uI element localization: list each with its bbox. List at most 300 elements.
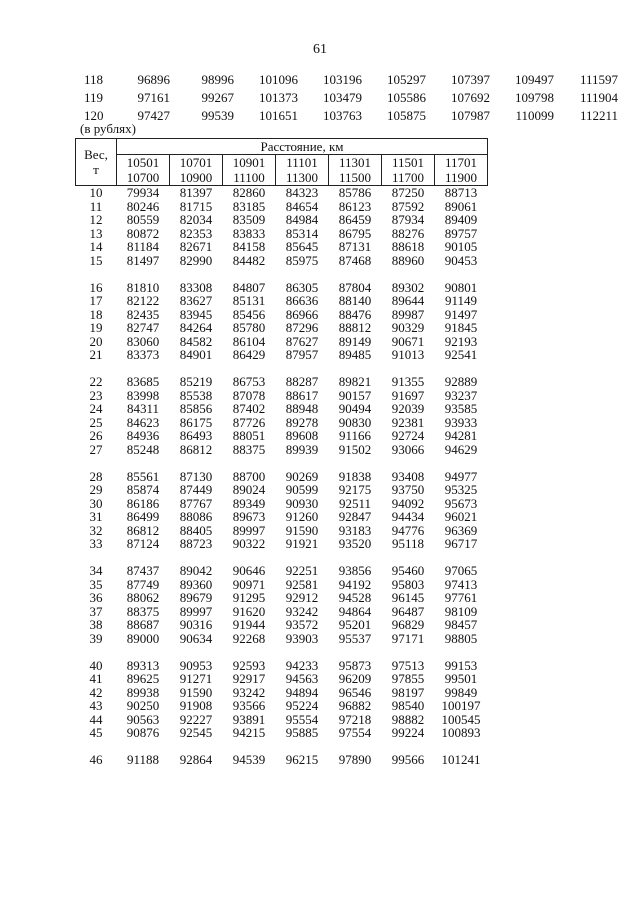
tariff-table xyxy=(75,138,488,767)
price-cell: 89000 xyxy=(126,630,160,646)
price-cell: 84623 xyxy=(126,414,160,430)
price-cell: 94563 xyxy=(285,671,319,686)
weight-cell: 13 xyxy=(89,225,103,241)
price-cell: 86305 xyxy=(285,279,319,295)
spacer-cell xyxy=(76,740,488,754)
weight-cell: 120 xyxy=(84,108,104,123)
table-row xyxy=(76,632,488,646)
price-cell: 90634 xyxy=(179,630,213,646)
price-cell: 88375 xyxy=(232,441,266,457)
range-from: 10501 xyxy=(126,155,160,170)
price-cell: 89625 xyxy=(126,671,160,686)
price-cell: 92541 xyxy=(444,347,478,362)
price-cell: 97855 xyxy=(391,671,425,686)
price-cell: 90830 xyxy=(338,414,372,430)
weight-cell: 22 xyxy=(89,374,103,389)
price-cell: 86186 xyxy=(126,495,160,511)
price-cell: 97513 xyxy=(391,657,425,673)
price-cell: 109497 xyxy=(515,72,554,87)
group-spacer xyxy=(76,456,488,470)
price-cell: 91908 xyxy=(179,698,213,713)
price-cell: 81397 xyxy=(179,185,213,200)
price-cell: 92268 xyxy=(232,630,266,646)
price-cell: 85780 xyxy=(232,320,266,335)
price-cell: 89679 xyxy=(179,590,213,605)
price-cell: 89061 xyxy=(444,198,478,214)
table-row xyxy=(76,578,488,592)
price-cell: 82747 xyxy=(126,320,160,335)
table-row xyxy=(76,483,488,497)
price-cell: 92889 xyxy=(444,374,478,389)
price-cell: 90930 xyxy=(285,495,319,511)
price-cell: 93408 xyxy=(391,468,425,484)
price-cell: 90250 xyxy=(126,698,160,713)
table-row xyxy=(76,389,488,403)
weight-cell: 10 xyxy=(89,185,103,200)
weight-cell: 36 xyxy=(89,590,103,605)
price-cell: 87592 xyxy=(391,198,425,214)
price-cell: 92251 xyxy=(285,563,319,578)
price-cell: 89024 xyxy=(232,482,266,497)
price-cell: 87124 xyxy=(126,536,160,551)
price-cell: 89485 xyxy=(338,347,372,362)
price-cell: 97161 xyxy=(137,90,170,105)
price-cell: 93242 xyxy=(232,684,266,700)
price-cell: 94281 xyxy=(444,428,478,443)
table-row xyxy=(76,537,488,551)
price-cell: 87402 xyxy=(232,401,266,416)
price-cell: 83945 xyxy=(179,306,213,322)
price-cell: 89042 xyxy=(179,563,213,578)
table-row xyxy=(76,524,488,538)
price-cell: 88062 xyxy=(126,590,160,605)
price-cell: 96829 xyxy=(391,617,425,632)
range-from: 11701 xyxy=(444,155,478,170)
price-cell: 88051 xyxy=(232,428,266,443)
price-cell: 88375 xyxy=(126,603,160,619)
price-cell: 93242 xyxy=(285,603,319,619)
price-cell: 85786 xyxy=(338,185,372,200)
price-cell: 92511 xyxy=(338,495,372,511)
price-cell: 94776 xyxy=(391,522,425,538)
price-cell: 95885 xyxy=(285,725,319,740)
weight-cell: 29 xyxy=(89,482,103,497)
price-cell: 87296 xyxy=(285,320,319,335)
price-cell: 82435 xyxy=(126,306,160,322)
weight-cell: 16 xyxy=(89,279,103,295)
price-cell: 97065 xyxy=(444,563,478,578)
price-cell: 88287 xyxy=(285,374,319,389)
price-cell: 91149 xyxy=(444,293,478,308)
range-from: 11301 xyxy=(338,155,372,170)
price-cell: 84901 xyxy=(179,347,213,362)
price-cell: 93903 xyxy=(285,630,319,646)
price-cell: 105586 xyxy=(387,90,426,105)
price-cell: 86429 xyxy=(232,347,266,362)
price-cell: 90599 xyxy=(285,482,319,497)
price-cell: 87437 xyxy=(126,563,160,578)
price-cell: 96487 xyxy=(391,603,425,619)
continuation-row xyxy=(84,107,620,125)
price-cell: 89278 xyxy=(285,414,319,430)
price-cell: 85561 xyxy=(126,468,160,484)
price-cell: 92381 xyxy=(391,414,425,430)
weight-cell: 12 xyxy=(89,212,103,227)
price-cell: 99566 xyxy=(391,752,425,767)
price-cell: 89313 xyxy=(126,657,160,673)
weight-cell: 46 xyxy=(89,752,103,767)
price-cell: 95673 xyxy=(444,495,478,511)
price-cell: 94233 xyxy=(285,657,319,673)
price-cell: 91921 xyxy=(285,536,319,551)
price-cell: 84936 xyxy=(126,428,160,443)
price-cell: 87934 xyxy=(391,212,425,227)
price-cell: 96896 xyxy=(137,72,170,87)
weight-header-line-1: Вес, xyxy=(84,147,108,162)
table-row xyxy=(76,470,488,484)
price-cell: 86123 xyxy=(338,198,372,214)
distance-range-header xyxy=(223,155,276,186)
price-cell: 93572 xyxy=(285,617,319,632)
price-cell: 93237 xyxy=(444,387,478,403)
price-cell: 84654 xyxy=(285,198,319,214)
price-cell: 103196 xyxy=(323,72,362,87)
price-cell: 92593 xyxy=(232,657,266,673)
price-cell: 95554 xyxy=(285,711,319,727)
price-cell: 85219 xyxy=(179,374,213,389)
weight-cell: 23 xyxy=(89,387,103,403)
weight-cell: 119 xyxy=(84,90,104,105)
range-to: 11900 xyxy=(444,170,478,185)
continuation-table xyxy=(84,71,620,125)
price-cell: 82122 xyxy=(126,293,160,308)
distance-range-header xyxy=(117,155,170,186)
price-cell: 94629 xyxy=(444,441,478,457)
price-cell: 84323 xyxy=(285,185,319,200)
price-cell: 107692 xyxy=(451,90,490,105)
price-cell: 96369 xyxy=(444,522,478,538)
price-cell: 88723 xyxy=(179,536,213,551)
price-cell: 87726 xyxy=(232,414,266,430)
distance-range-header xyxy=(276,155,329,186)
price-cell: 89821 xyxy=(338,374,372,389)
table-row xyxy=(76,672,488,686)
weight-cell: 20 xyxy=(89,333,103,349)
price-cell: 86636 xyxy=(285,293,319,308)
weight-cell: 15 xyxy=(89,252,103,268)
price-cell: 91502 xyxy=(338,441,372,457)
table-row xyxy=(76,254,488,268)
price-cell: 83998 xyxy=(126,387,160,403)
price-cell: 90329 xyxy=(391,320,425,335)
table-row xyxy=(76,240,488,254)
table-row xyxy=(76,591,488,605)
price-cell: 97427 xyxy=(137,108,170,123)
price-cell: 84582 xyxy=(179,333,213,349)
price-cell: 95201 xyxy=(338,617,372,632)
price-cell: 101241 xyxy=(441,752,481,767)
price-cell: 112211 xyxy=(579,108,618,123)
price-cell: 88713 xyxy=(444,185,478,200)
spacer-cell xyxy=(76,362,488,376)
price-cell: 92227 xyxy=(179,711,213,727)
price-cell: 97218 xyxy=(338,711,372,727)
distance-range-header xyxy=(435,155,488,186)
price-cell: 99224 xyxy=(391,725,425,740)
price-cell: 88700 xyxy=(232,468,266,484)
price-cell: 87078 xyxy=(232,387,266,403)
weight-cell: 42 xyxy=(89,684,103,700)
price-cell: 92175 xyxy=(338,482,372,497)
range-to: 11100 xyxy=(233,170,265,185)
price-cell: 95460 xyxy=(391,563,425,578)
distance-range-header xyxy=(170,155,223,186)
price-cell: 83185 xyxy=(232,198,266,214)
price-cell: 96546 xyxy=(338,684,372,700)
weight-column-header xyxy=(76,139,117,186)
price-cell: 90801 xyxy=(444,279,478,295)
price-cell: 92193 xyxy=(444,333,478,349)
weight-cell: 118 xyxy=(84,72,104,87)
price-cell: 90646 xyxy=(232,563,266,578)
price-cell: 87749 xyxy=(126,576,160,592)
price-cell: 81497 xyxy=(126,252,160,268)
price-cell: 93750 xyxy=(391,482,425,497)
price-cell: 91166 xyxy=(338,428,372,443)
group-spacer xyxy=(76,362,488,376)
price-cell: 100197 xyxy=(441,698,481,713)
price-cell: 89997 xyxy=(179,603,213,619)
page-number: 61 xyxy=(313,42,327,57)
price-cell: 94215 xyxy=(232,725,266,740)
price-cell: 95537 xyxy=(338,630,372,646)
price-cell: 96215 xyxy=(285,752,319,767)
price-cell: 82860 xyxy=(232,185,266,200)
table-row xyxy=(76,659,488,673)
price-cell: 87130 xyxy=(179,468,213,484)
price-cell: 98540 xyxy=(391,698,425,713)
price-cell: 99153 xyxy=(444,657,478,673)
weight-cell: 37 xyxy=(89,603,103,619)
weight-cell: 40 xyxy=(89,657,103,673)
price-cell: 91271 xyxy=(179,671,213,686)
price-cell: 94092 xyxy=(391,495,425,511)
spacer-cell xyxy=(76,551,488,565)
price-cell: 85645 xyxy=(285,239,319,254)
price-cell: 88948 xyxy=(285,401,319,416)
price-cell: 79934 xyxy=(126,185,160,200)
price-cell: 91838 xyxy=(338,468,372,484)
price-cell: 90105 xyxy=(444,239,478,254)
price-cell: 81184 xyxy=(126,239,160,254)
table-row xyxy=(76,618,488,632)
price-cell: 84311 xyxy=(126,401,160,416)
price-cell: 83060 xyxy=(126,333,160,349)
price-cell: 94864 xyxy=(338,603,372,619)
table-row xyxy=(76,200,488,214)
range-to: 11700 xyxy=(391,170,425,185)
weight-cell: 18 xyxy=(89,306,103,322)
price-cell: 88617 xyxy=(285,387,319,403)
weight-header-line-2: т xyxy=(93,162,99,177)
price-cell: 86795 xyxy=(338,225,372,241)
price-cell: 85248 xyxy=(126,441,160,457)
price-cell: 101373 xyxy=(259,90,298,105)
table-row xyxy=(76,335,488,349)
price-cell: 83833 xyxy=(232,225,266,241)
price-cell: 91590 xyxy=(179,684,213,700)
price-cell: 85538 xyxy=(179,387,213,403)
weight-cell: 17 xyxy=(89,293,103,308)
weight-cell: 30 xyxy=(89,495,103,511)
price-cell: 85131 xyxy=(232,293,266,308)
price-cell: 94894 xyxy=(285,684,319,700)
price-cell: 91013 xyxy=(391,347,425,362)
table-row xyxy=(76,443,488,457)
price-cell: 95325 xyxy=(444,482,478,497)
price-cell: 91590 xyxy=(285,522,319,538)
table-row xyxy=(76,402,488,416)
price-cell: 105875 xyxy=(387,108,426,123)
price-cell: 82990 xyxy=(179,252,213,268)
price-cell: 86104 xyxy=(232,333,266,349)
price-cell: 111904 xyxy=(579,90,618,105)
table-row xyxy=(76,564,488,578)
price-cell: 99849 xyxy=(444,684,478,700)
price-cell: 89409 xyxy=(444,212,478,227)
price-cell: 95873 xyxy=(338,657,372,673)
table-row xyxy=(76,294,488,308)
distance-header: Расстояние, км xyxy=(117,139,488,155)
price-cell: 97761 xyxy=(444,590,478,605)
price-cell: 99501 xyxy=(444,671,478,686)
price-cell: 80872 xyxy=(126,225,160,241)
price-cell: 81810 xyxy=(126,279,160,295)
price-cell: 86493 xyxy=(179,428,213,443)
price-cell: 90322 xyxy=(232,536,266,551)
price-cell: 96882 xyxy=(338,698,372,713)
price-cell: 92912 xyxy=(285,590,319,605)
price-cell: 96145 xyxy=(391,590,425,605)
price-cell: 91620 xyxy=(232,603,266,619)
price-cell: 97413 xyxy=(444,576,478,592)
price-cell: 85975 xyxy=(285,252,319,268)
price-cell: 85456 xyxy=(232,306,266,322)
price-cell: 110099 xyxy=(515,108,554,123)
price-cell: 92847 xyxy=(338,509,372,524)
spacer-cell xyxy=(76,645,488,659)
price-cell: 80559 xyxy=(126,212,160,227)
price-cell: 97554 xyxy=(338,725,372,740)
price-cell: 88140 xyxy=(338,293,372,308)
weight-cell: 32 xyxy=(89,522,103,538)
weight-cell: 26 xyxy=(89,428,103,443)
price-cell: 91497 xyxy=(444,306,478,322)
price-cell: 95803 xyxy=(391,576,425,592)
price-cell: 82671 xyxy=(179,239,213,254)
weight-cell: 33 xyxy=(89,536,103,551)
price-cell: 93856 xyxy=(338,563,372,578)
price-cell: 89302 xyxy=(391,279,425,295)
price-cell: 101096 xyxy=(259,72,298,87)
price-cell: 86753 xyxy=(232,374,266,389)
table-row xyxy=(76,726,488,740)
price-cell: 93183 xyxy=(338,522,372,538)
price-cell: 84264 xyxy=(179,320,213,335)
weight-cell: 28 xyxy=(89,468,103,484)
price-cell: 95118 xyxy=(391,536,425,551)
group-spacer xyxy=(76,740,488,754)
price-cell: 98109 xyxy=(444,603,478,619)
price-cell: 90876 xyxy=(126,725,160,740)
weight-cell: 39 xyxy=(89,630,103,646)
price-cell: 92581 xyxy=(285,576,319,592)
price-cell: 89997 xyxy=(232,522,266,538)
price-cell: 95224 xyxy=(285,698,319,713)
weight-cell: 35 xyxy=(89,576,103,592)
price-cell: 91260 xyxy=(285,509,319,524)
price-cell: 85874 xyxy=(126,482,160,497)
table-row xyxy=(76,699,488,713)
price-cell: 98197 xyxy=(391,684,425,700)
price-cell: 88086 xyxy=(179,509,213,524)
table-row xyxy=(76,375,488,389)
price-cell: 91355 xyxy=(391,374,425,389)
price-cell: 81715 xyxy=(179,198,213,214)
price-cell: 107397 xyxy=(451,72,490,87)
range-from: 11501 xyxy=(391,155,425,170)
price-cell: 90316 xyxy=(179,617,213,632)
price-cell: 94192 xyxy=(338,576,372,592)
price-cell: 91697 xyxy=(391,387,425,403)
price-cell: 98805 xyxy=(444,630,478,646)
price-cell: 83627 xyxy=(179,293,213,308)
price-cell: 101651 xyxy=(259,108,298,123)
price-cell: 105297 xyxy=(387,72,426,87)
weight-cell: 21 xyxy=(89,347,103,362)
price-cell: 86966 xyxy=(285,306,319,322)
price-cell: 93520 xyxy=(338,536,372,551)
range-from: 10901 xyxy=(232,155,266,170)
price-cell: 96717 xyxy=(444,536,478,551)
price-cell: 91188 xyxy=(126,752,160,767)
table-row xyxy=(76,281,488,295)
table-row xyxy=(76,510,488,524)
table-row xyxy=(76,497,488,511)
price-cell: 93566 xyxy=(232,698,266,713)
spacer-cell xyxy=(76,456,488,470)
weight-cell: 45 xyxy=(89,725,103,740)
price-cell: 99539 xyxy=(201,108,234,123)
price-cell: 100893 xyxy=(441,725,481,740)
weight-cell: 41 xyxy=(89,671,103,686)
group-spacer xyxy=(76,645,488,659)
weight-cell: 43 xyxy=(89,698,103,713)
price-cell: 90453 xyxy=(444,252,478,268)
price-cell: 90563 xyxy=(126,711,160,727)
price-cell: 89608 xyxy=(285,428,319,443)
price-cell: 84482 xyxy=(232,252,266,268)
price-cell: 96209 xyxy=(338,671,372,686)
table-row xyxy=(76,227,488,241)
table-row xyxy=(76,308,488,322)
price-cell: 88276 xyxy=(391,225,425,241)
price-cell: 87767 xyxy=(179,495,213,511)
price-cell: 83373 xyxy=(126,347,160,362)
price-cell: 100545 xyxy=(441,711,481,727)
price-cell: 89987 xyxy=(391,306,425,322)
price-cell: 88687 xyxy=(126,617,160,632)
